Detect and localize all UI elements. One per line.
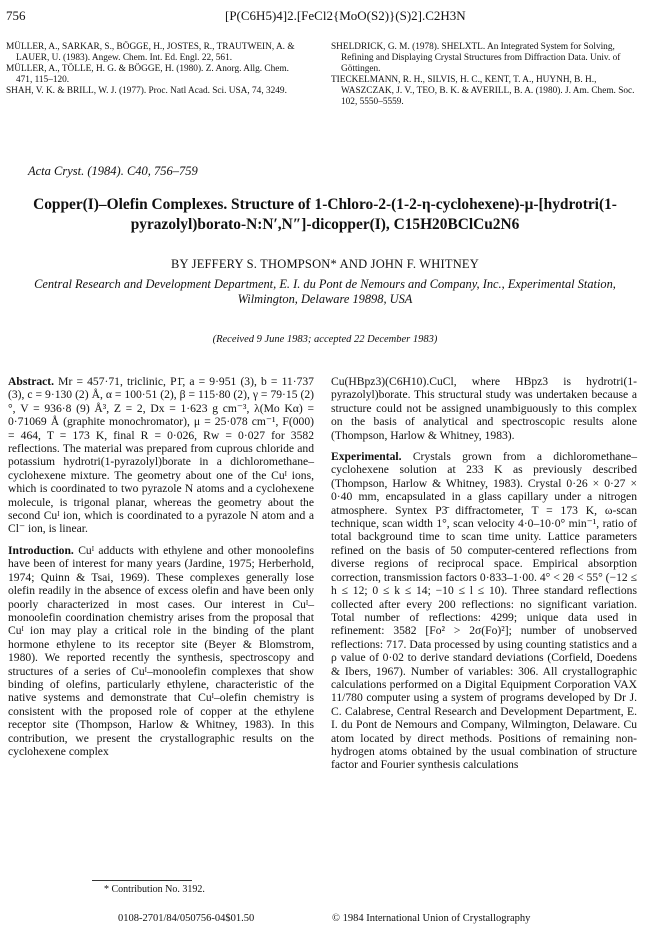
abstract-heading: Abstract. — [8, 375, 55, 388]
journal-reference: Acta Cryst. (1984). C40, 756–759 — [28, 164, 198, 178]
reference-item: MÜLLER, A., TÖLLE, H. G. & BÖGGE, H. (1980). Z. Anorg. Allg. Chem. 471, 115–120. — [6, 64, 289, 86]
reference-item: TIECKELMANN, R. H., SILVIS, H. C., KENT, T. A., HUYNH, B. H., WASZCZAK, J. V., TEO, B. K. & AVERILL, B. A. (1980). J. Am. Chem. Soc. 102, 5550–5559. — [331, 75, 635, 108]
experimental-text: Crystals grown from a dichloromethane–cyclohexene solution at 233 K as previously described (Thompson, Harlow & Whitney, 1983). Crystal 0·26 × 0·27 × 0·40 mm, encapsulated in a glass capillary under a nitrogen atmosphere. Syntex P3̄ diffractometer, T = 173 K, ω-scan technique, scan width 1°, scan velocity 4·0–10·0° min⁻¹, ratio of total background time to scan time unity. Lattice parameters refined on the basis of 50 computer-centered reflections from diverse regions of reciprocal space. Empirical absorption correction, transmission factors 0·833–1·00. 4° < 2θ < 55° (−12 ≤ h ≤ 12; 0 ≤ k ≤ 14; −10 ≤ l ≤ 10). Three standard reflections collected after every 200 reflections: no significant variation. Total number of reflections: 4299; unique data used in refinement: 3582 [Fo² > 2σ(Fo)²]; number of unobserved reflections: 717. Data processed by using counting statistics and a ρ value of 0·02 to derive standard deviations (Corfield, Doedens & Ibers, 1967). Number of variables: 306. All crystallographic calculations performed on a Digital Equipment Corporation VAX 11/780 computer using a system of programs developed by Dr J. C. Calabrese, Central Research and Development Department, E. I. du Pont de Nemours and Company, Wilmington, Delaware. Cu atom located by direct methods. Positions of remaining non-hydrogen atoms obtained by the usual combination of structure factor and Fourier synthesis calculations — [331, 450, 637, 772]
footnote: * Contribution No. 3192. — [104, 884, 205, 895]
reference-item: MÜLLER, A., SARKAR, S., BÖGGE, H., JOSTES, R., TRAUTWEIN, A. & LAUER, U. (1983). Angew. Chem. Int. Ed. Engl. 22, 561. — [6, 42, 295, 64]
references-left — [6, 42, 304, 97]
page-number: 756 — [6, 8, 26, 23]
abstract-text: Mr = 457·71, triclinic, P1̄, a = 9·951 (3), b = 11·737 (3), c = 9·130 (2) Å, α = 100·51 (2), β = 115·80 (2), γ = 79·15 (2)°, V = 936·8 (9) Å³, Z = 2, Dx = 1·623 g cm⁻³, λ(Mo Kα) = 0·71069 Å (graphite monochromator), μ = 25·078 cm⁻¹, F(000) = 464, T = 173 K, final R = 0·026, Rw = 0·027 for 3582 reflections. The material was prepared from cuprous chloride and potassium hydrotri(1-pyrazolyl)borate in a dichloromethane–cyclohexene mixture. The geometry about one of the Cuᴵ ions, which is coordinated to two pyrazole N atoms and a cyclohexene molecule, is trigonal planar, whereas the geometry about the second Cuᴵ ion, which is coordinated to a pyrazole N atom and a Cl⁻ ion, is linear. — [8, 375, 314, 536]
introduction-text: Cuᴵ adducts with ethylene and other monoolefins have been of interest for many years (Jardine, 1975; Herberhold, 1974; Quinn & Tsai, 1969). These complexes generally lose olefin readily in the absence of excess olefin and have been only poorly characterized in most cases. Our interest in Cuᴵ–monoolefin coordination chemistry arises from the proposal that Cuᴵ ion may play a critical role in the binding of the plant hormone ethylene to its receptor site (Beyer & Blomstrom, 1980). We reported recently the synthesis, spectroscopy and structures of a series of Cuᴵ–monoolefin complexes that show binding of olefins, particularly ethylene, characteristic of the native systems and demonstrate that Cuᴵ–olefin chemistry is consistent with the proposed role of copper at the ethylene receptor site (Thompson, Harlow & Whitney, 1983). In this contribution, we present the crystallographic results on the cyclohexene complex — [8, 543, 314, 758]
copyright: © 1984 International Union of Crystallography — [332, 913, 531, 924]
right-column — [331, 375, 637, 780]
introduction-continuation: Cu(HBpz3)(C6H10).CuCl, where HBpz3 is hydrotri(1-pyrazolyl)borate. This structural study was undertaken because a structure could not be assigned unambiguously to this complex on the basis of analytical and spectroscopic results alone (Thompson, Harlow & Whitney, 1983). — [331, 375, 637, 442]
references-right — [331, 42, 647, 109]
received-dates: (Received 9 June 1983; accepted 22 December 1983) — [212, 334, 438, 345]
introduction-paragraph — [8, 544, 314, 759]
experimental-paragraph — [331, 450, 637, 772]
abstract-paragraph — [8, 375, 314, 536]
authors: BY JEFFERY S. THOMPSON* AND JOHN F. WHITNEY — [171, 257, 479, 271]
left-column — [8, 375, 314, 766]
introduction-heading: Introduction. — [8, 543, 74, 557]
article-code: 0108-2701/84/050756-04$01.50 — [118, 913, 255, 924]
experimental-heading: Experimental. — [331, 450, 402, 464]
running-title: [P(C6H5)4]2.[FeCl2{MoO(S2)}(S)2].C2H3N — [225, 8, 466, 23]
reference-item: SHELDRICK, G. M. (1978). SHELXTL. An Integrated System for Solving, Refining and Displaying Crystal Structures from Diffraction Data. Univ. of Göttingen. — [331, 42, 621, 75]
article-title: Copper(I)–Olefin Complexes. Structure of 1-Chloro-2-(1-2-η-cyclohexene)-μ-[hydrotri(1-pyrazolyl)borato-N:N′,N″]-dicopper(I), C15H20BClCu2N6 — [33, 196, 617, 233]
affiliation: Central Research and Development Department, E. I. du Pont de Nemours and Company, Inc., Experimental Station, Wilmington, Delaware 19898, USA — [34, 277, 616, 306]
reference-item: SHAH, V. K. & BRILL, W. J. (1977). Proc. Natl Acad. Sci. USA, 74, 3249. — [6, 86, 287, 97]
footnote-divider — [92, 880, 192, 881]
